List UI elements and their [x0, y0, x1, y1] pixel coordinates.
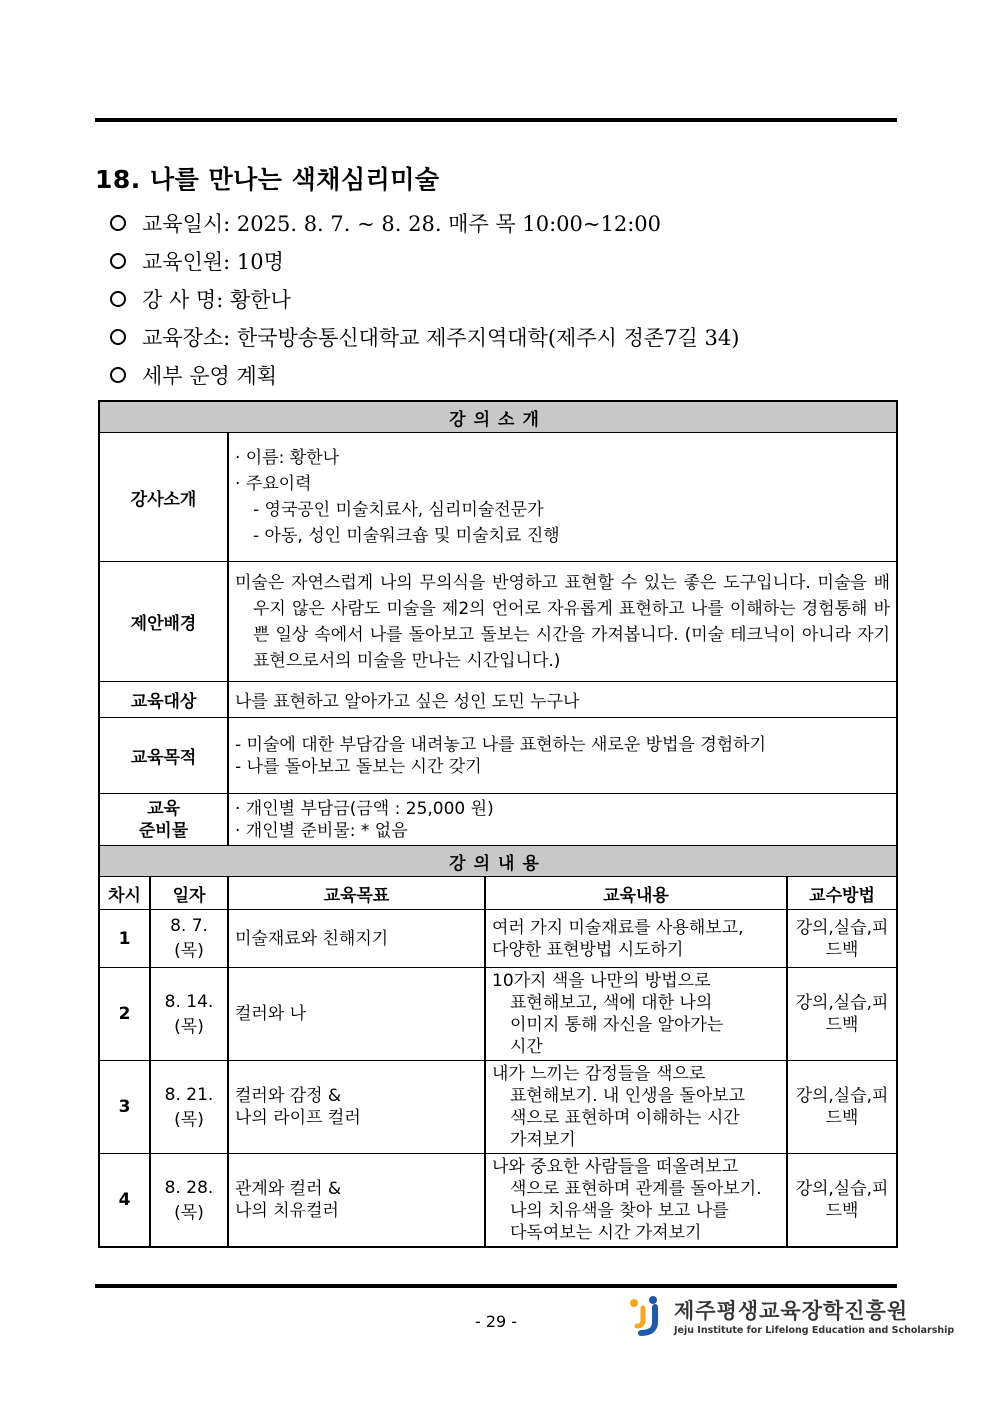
col-content: 교육내용: [485, 877, 787, 910]
session-goal: 미술재료와 친해지기: [228, 910, 485, 968]
col-session: 차시: [99, 877, 150, 910]
session-content: 여러 가지 미술재료를 사용해보고, 다양한 표현방법 시도하기: [485, 910, 787, 968]
session-content: 나와 중요한 사람들을 떠올려보고 색으로 표현하며 관계를 돌아보기. 나의 치유색을 찾아 보고 나를 다독여보는 시간 가져보기: [485, 1154, 787, 1248]
institute-logo: [626, 1294, 954, 1336]
session-method: 강의,실습,피 드백: [787, 968, 897, 1061]
table-row: [99, 910, 897, 968]
session-method: 강의,실습,피 드백: [787, 1061, 897, 1154]
session-content: 10가지 색을 나만의 방법으로 표현해보고, 색에 대한 나의 이미지 통해 자신을 알아가는 시간: [485, 968, 787, 1061]
logo-english-name: Jeju Institute for Lifelong Education and Scholarship: [674, 1324, 955, 1336]
col-date: 일자: [150, 877, 228, 910]
background-text: 미술은 자연스럽게 나의 무의식을 반영하고 표현할 수 있는 좋은 도구입니다. 미술을 배우지 않은 사람도 미술을 제2의 언어로 자유롭게 표현하고 나를 이해하는 경험통해 바쁜 일상 속에서 나를 돌아보고 돌보는 시간을 가져봅니다. (미술 테크닉이 아니라 자기 표현으로서의 미술을 만나는 시간입니다.): [228, 562, 897, 682]
table-row: [99, 1061, 897, 1154]
goal-text: - 미술에 대한 부담감을 내려놓고 나를 표현하는 새로운 방법을 경험하기 - 나를 돌아보고 돌보는 시간 갖기: [228, 718, 897, 794]
instructor-info: · 이름: 황한나 · 주요이력 - 영국공인 미술치료사, 심리미술전문가 - 아동, 성인 미술워크숍 및 미술치료 진행: [228, 433, 897, 562]
session-number: 4: [99, 1154, 150, 1248]
course-table: [98, 400, 898, 1248]
table-row: [99, 1154, 897, 1248]
circle-bullet-icon: [110, 291, 126, 307]
institute-emblem-icon: [626, 1294, 666, 1336]
circle-bullet-icon: [110, 367, 126, 383]
goal-label: 교육목적: [99, 718, 228, 794]
col-method: 교수방법: [787, 877, 897, 910]
circle-bullet-icon: [110, 253, 126, 269]
intro-header: 강의소개: [99, 401, 897, 433]
materials-text: · 개인별 부담금(금액 : 25,000 원) · 개인별 준비물: * 없음: [228, 794, 897, 846]
materials-label: 교육 준비물: [99, 794, 228, 846]
instructor-label: 강사소개: [99, 433, 228, 562]
content-header: 강의내용: [99, 846, 897, 877]
session-number: 1: [99, 910, 150, 968]
target-text: 나를 표현하고 알아가고 싶은 성인 도민 누구나: [228, 682, 897, 718]
session-method: 강의,실습,피 드백: [787, 1154, 897, 1248]
session-date: 8. 14.(목): [150, 968, 228, 1061]
bottom-rule: [95, 1284, 897, 1288]
background-label: 제안배경: [99, 562, 228, 682]
session-date: 8. 28.(목): [150, 1154, 228, 1248]
session-goal: 컬러와 나: [228, 968, 485, 1061]
session-method: 강의,실습,피 드백: [787, 910, 897, 968]
bullet-instructor: 강 사 명: 황한나: [108, 280, 739, 318]
session-date: 8. 7.(목): [150, 910, 228, 968]
session-goal: 컬러와 감정 & 나의 라이프 컬러: [228, 1061, 485, 1154]
session-number: 2: [99, 968, 150, 1061]
info-bullets: [108, 204, 739, 394]
bullet-schedule: 교육일시: 2025. 8. 7. ~ 8. 28. 매주 목 10:00~12:00: [108, 204, 739, 242]
bullet-capacity: 교육인원: 10명: [108, 242, 739, 280]
page-number: - 29 -: [474, 1312, 518, 1331]
session-goal: 관계와 컬러 & 나의 치유컬러: [228, 1154, 485, 1248]
session-number: 3: [99, 1061, 150, 1154]
column-header-row: [99, 877, 897, 910]
section-title: 18. 나를 만나는 색채심리미술: [95, 165, 440, 194]
bullet-location: 교육장소: 한국방송통신대학교 제주지역대학(제주시 정존7길 34): [108, 318, 739, 356]
bullet-plan: 세부 운영 계획: [108, 356, 739, 394]
table-row: [99, 968, 897, 1061]
target-label: 교육대상: [99, 682, 228, 718]
circle-bullet-icon: [110, 329, 126, 345]
top-rule: [95, 118, 897, 122]
session-date: 8. 21.(목): [150, 1061, 228, 1154]
logo-korean-name: 제주평생교육장학진흥원: [674, 1298, 909, 1323]
session-content: 내가 느끼는 감정들을 색으로 표현해보기. 내 인생을 돌아보고 색으로 표현하며 이해하는 시간 가져보기: [485, 1061, 787, 1154]
col-goal: 교육목표: [228, 877, 485, 910]
circle-bullet-icon: [110, 215, 126, 231]
